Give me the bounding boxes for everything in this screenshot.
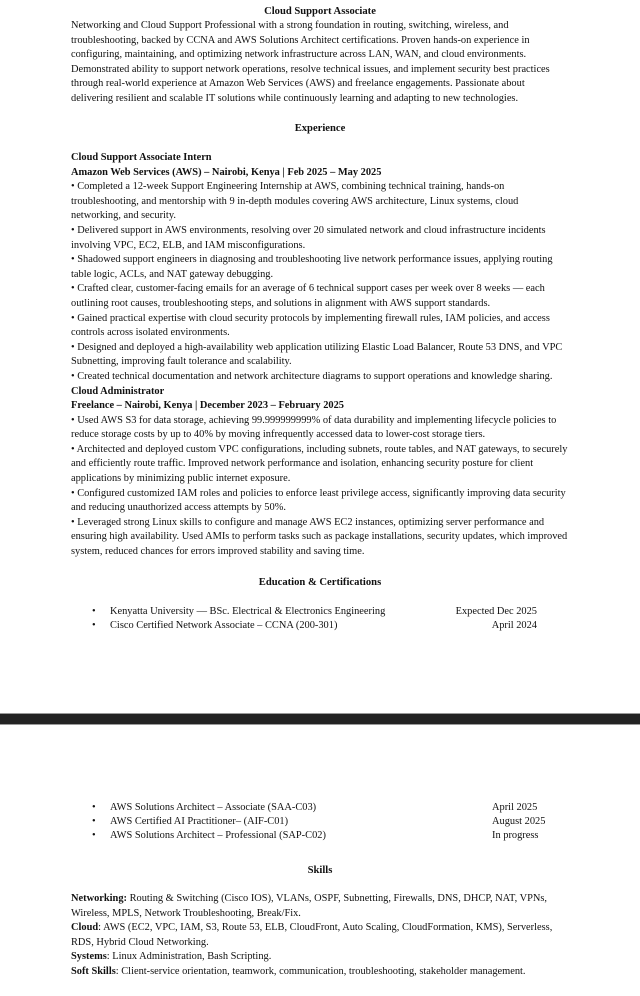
job-subtitle: Amazon Web Services (AWS) – Nairobi, Kenya | Feb 2025 – May 2025 [71, 166, 382, 178]
skill-label: Soft Skills [71, 965, 116, 977]
education-item-date: August 2025 [492, 816, 546, 828]
job-bullet: • Designed and deployed a high-availability web application utilizing Elastic Load Balancer, Route 53 DNS, and VPC Subnetting, improving fault tolerance and scalability. [71, 341, 563, 368]
education-list-page1 [71, 605, 569, 633]
experience-heading-wrap [71, 122, 569, 136]
skills-heading: Skills [307, 865, 333, 876]
summary-title: Cloud Support Associate [264, 6, 376, 17]
education-item-date: Expected Dec 2025 [455, 606, 537, 617]
job-title: Cloud Support Associate Intern [71, 152, 212, 163]
education-item-text: AWS Solutions Architect – Associate (SAA-C03) [110, 802, 317, 813]
job-bullet: • Architected and deployed custom VPC configurations, including subnets, route tables, and NAT gateways, to securely and efficiently route traffic. Improved network performance and isolation, enhancing security posture for client applications by minimizing public internet exposure. [71, 443, 568, 485]
job-aws-intern [71, 151, 569, 560]
job-bullet: • Gained practical expertise with cloud security protocols by implementing firewall rules, IAM policies, and access controls across isolated environments. [71, 312, 550, 339]
bullet-icon: • [92, 620, 96, 632]
education-item [71, 605, 569, 619]
document-page-2 [0, 725, 640, 996]
bullet-icon: • [92, 830, 96, 842]
bullet-icon: • [92, 802, 96, 813]
education-item [71, 619, 569, 633]
skills-heading-wrap [71, 864, 569, 878]
education-item [71, 829, 569, 843]
skill-text: : Linux Administration, Bash Scripting. [106, 951, 272, 963]
education-heading-wrap [71, 576, 569, 590]
education-item-date: In progress [492, 830, 539, 842]
education-item-text: Cisco Certified Network Associate – CCNA (200-301) [110, 620, 338, 632]
job-bullet: • Created technical documentation and network architecture diagrams to support operations and knowledge sharing. [71, 370, 553, 382]
skill-label: Systems [71, 951, 107, 963]
skill-text: : AWS (EC2, VPC, IAM, S3, Route 53, ELB, CloudFront, Auto Scaling, CloudFormation, KMS), Serverless, RDS, Hybrid Cloud Networking. [71, 922, 553, 948]
skill-text: Routing & Switching (Cisco IOS), VLANs, OSPF, Subnetting, Firewalls, DNS, DHCP, NAT, VPNs, Wireless, MPLS, Network Troubleshooting, Break/Fix. [71, 893, 548, 919]
experience-heading: Experience [294, 123, 346, 134]
skill-item [71, 892, 569, 921]
skills-list [71, 892, 569, 980]
skill-item [71, 965, 569, 980]
job-subtitle: Freelance – Nairobi, Kenya | December 2023 – February 2025 [71, 400, 344, 412]
education-item-date: April 2025 [492, 802, 538, 813]
job-bullet: • Configured customized IAM roles and policies to enforce least privilege access, significantly improving data security and reducing unauthorized access attempts by 50%. [71, 487, 566, 514]
job-bullet: • Delivered support in AWS environments, resolving over 20 simulated network and cloud infrastructure incidents involving VPC, EC2, ELB, and IAM misconfigurations. [71, 224, 546, 251]
skill-label: Cloud [71, 922, 99, 934]
skill-label: Networking: [71, 893, 127, 904]
education-heading: Education & Certifications [258, 577, 382, 588]
job-bullet: • Completed a 12-week Support Engineering Internship at AWS, combining technical training, hands-on troubleshooting, and mentorship with 9 in-depth modules covering AWS architecture, Linux systems, cloud networking, and security. [71, 181, 519, 222]
job-bullet: • Shadowed support engineers in diagnosing and troubleshooting live network performance issues, applying routing table logic, ACLs, and NAT gateway debugging. [71, 254, 553, 280]
skill-text: : Client-service orientation, teamwork, communication, troubleshooting, stakeholder management. [115, 965, 526, 977]
summary-text: Networking and Cloud Support Professional with a strong foundation in routing, switching, wireless, and troubleshooting, backed by CCNA and AWS Solutions Architect certifications. Proven hands-on experience in configuring, maintaining, and optimizing network infrastructure across LAN, WAN, and cloud environments. Demonstrated ability to support network operations, resolve technical issues, and implement security best practices through real-world experience at Amazon Web Services (AWS) and freelance engagements. Passionate about delivering resilient and scalable IT solutions while continuously learning and adapting to new technologies. [71, 20, 550, 104]
education-item-text: AWS Certified AI Practitioner– (AIF-C01) [110, 816, 289, 828]
job-bullet: • Used AWS S3 for data storage, achieving 99.999999999% of data durability and implementing lifecycle policies to reduce storage costs by up to 40% by moving infrequently accessed data to lower-cost storage tiers. [71, 414, 557, 441]
skill-item [71, 921, 569, 950]
education-list-page2 [71, 801, 569, 844]
job-title: Cloud Administrator [71, 385, 165, 397]
education-item-date: April 2024 [491, 620, 537, 632]
skill-item [71, 950, 569, 965]
education-item [71, 801, 569, 815]
summary-section [71, 5, 569, 107]
bullet-icon: • [92, 606, 96, 617]
education-item-text: AWS Solutions Architect – Professional (SAP-C02) [110, 830, 326, 842]
job-bullet: • Crafted clear, customer-facing emails for an average of 6 technical support cases per week over 8 weeks — each outlining root causes, troubleshooting steps, and solutions in alignment with AWS support standards. [71, 283, 545, 309]
page-break-divider [0, 713, 640, 725]
education-item [71, 815, 569, 829]
job-bullet: • Leveraged strong Linux skills to configure and manage AWS EC2 instances, optimizing server performance and ensuring high availability. Used AMIs to perform tasks such as package installations, security updates, which improved system, reduced chances for errors improved stability and saving time. [71, 516, 568, 558]
bullet-icon: • [92, 816, 96, 828]
education-item-text: Kenyatta University — BSc. Electrical & Electronics Engineering [110, 606, 386, 617]
